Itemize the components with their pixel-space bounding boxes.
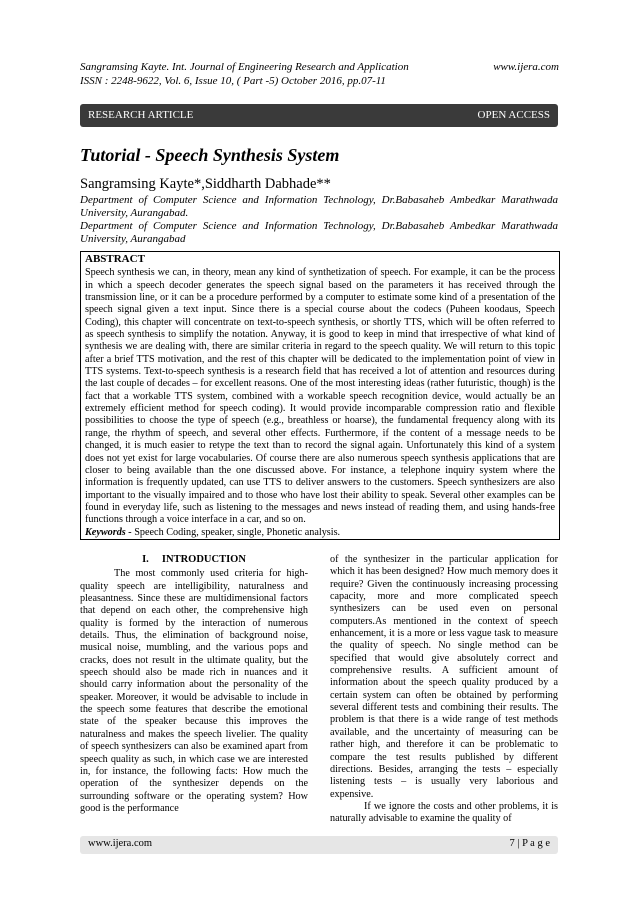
keywords-text: Speech Coding, speaker, single, Phonetic analysis. <box>131 526 341 538</box>
affiliation-2: Department of Computer Science and Information Technology, Dr.Babasaheb Ambedkar Marathwada University, Aurangabad <box>80 220 558 245</box>
keywords-label: Keywords - <box>85 526 132 538</box>
affiliations <box>80 194 558 246</box>
intro-paragraph-1: The most commonly used criteria for high-quality speech are intelligibility, naturalness and pleasantness. Since these are multidimensional factors that depend on each other, the comprehensive high quality is formed by the interaction of numerous details. Thus, the elimination of background noise, musical noise, mumbling, and the various pops and cracks, does not result in the ultimate quality, but the speech should also be made rich in nuances and it should carry information about the personality of the speaker. Moreover, it would be advisable to include in the speech some features that describe the emotional state of the speaker because this improves the naturalness and makes the speech livelier. The quality of speech synthesizers can also be examined apart from speech quality as such, in which case we are interested in, for instance, the following facts: How much the operation of the synthesizer depends on the surrounding software or the operating system? How good is the performance <box>80 568 308 814</box>
article-type-banner <box>80 104 558 127</box>
page-number: 7 | P a g e <box>509 838 550 849</box>
open-access-label: OPEN ACCESS <box>477 109 550 121</box>
journal-citation <box>80 60 500 88</box>
affiliation-1: Department of Computer Science and Information Technology, Dr.Babasaheb Ambedkar Marathwada University, Aurangabad. <box>80 194 558 219</box>
paper-authors: Sangramsing Kayte*,Siddharth Dabhade** <box>80 176 331 192</box>
journal-line-1: Sangramsing Kayte. Int. Journal of Engineering Research and Application <box>80 61 409 73</box>
paper-title: Tutorial - Speech Synthesis System <box>80 145 340 165</box>
abstract-box <box>80 251 560 540</box>
left-column <box>80 554 308 815</box>
abstract-text: Speech synthesis we can, in theory, mean any kind of synthetization of speech. For example, it can be the process in which a speech decoder generates the speech signal based on the parameters it has received through the transmission line, or it can be a procedure performed by a computer to estimate some kind of a presentation of the speech signal given a text input. Since there is a special course about the codecs (Puheen koodaus, Speech Coding), this chapter will concentrate on text-to-speech synthesis, or shortly TTS, which will be often referred to as speech synthesis to simplify the notation. Anyway, it is good to keep in mind that irrespective of what kind of synthesis we are dealing with, there are similar criteria in regard to the speech quality. We will return to this topic after a brief TTS motivation, and the rest of this chapter will be dedicated to the implementation point of view in TTS systems. Text-to-speech synthesis is a research field that has received a lot of attention and resources during the last couple of decades – for excellent reasons. One of the most interesting ideas (rather futuristic, though) is the fact that a workable TTS system, combined with a workable speech recognition device, would actually be an extremely efficient method for speech coding). It would provide incomparable compression ratio and flexible possibilities to choose the type of speech (e.g., breathless or hoarse), the fundamental frequency along with its range, the rhythm of speech, and several other effects. Furthermore, if the content of a message needs to be changed, it is much easier to retype the text than to record the signal again. Unfortunately this kind of a system does not yet exist for large vocabularies. Of course there are also numerous speech synthesis applications that are closer to being available than the one discussed above. For instance, a telephone inquiry system where the information is frequently updated, can use TTS to deliver answers to the customers. Speech synthesizers are also important to the visually impaired and to those who have lost their ability to speak. Several other examples can be found in everyday life, such as listening to the messages and news instead of reading them, and using hands-free functions through a voice interface in a car, and so on. <box>85 267 555 526</box>
right-column <box>330 554 558 826</box>
keywords-line <box>85 527 555 539</box>
journal-line-2: ISSN : 2248-9622, Vol. 6, Issue 10, ( Part -5) October 2016, pp.07-11 <box>80 75 386 87</box>
section-heading-introduction: I. INTRODUCTION <box>142 554 246 565</box>
intro-paragraph-3: If we ignore the costs and other problems, it is naturally advisable to examine the quality of <box>330 800 558 825</box>
footer-website-link[interactable]: www.ijera.com <box>88 838 153 849</box>
page-footer <box>80 836 558 854</box>
abstract-heading: ABSTRACT <box>85 253 145 265</box>
intro-paragraph-2: of the synthesizer in the particular application for which it has been designed? How much memory does it require? Given the continuously increasing processing capacity, more and more complicated speech synthesizers can be used even on personal computers.As mentioned in the context of speech enhancement, it is a more or less vague task to measure the quality of speech. No single method can be specified that would give absolutely correct and comprehensive results. A sufficient amount of information about the speech quality produced by a certain system can often be obtained by performing several different tests and combining their results. The problem is that there is a wide range of test methods available, and the uncertainty of measuring can be rather high, and therefore it can be problematic to compare the test results published by different directions. Besides, arranging the tests – especially listening tests – is usually very laborious and expensive. <box>330 554 558 800</box>
research-article-label: RESEARCH ARTICLE <box>88 109 194 121</box>
journal-website-link[interactable]: www.ijera.com <box>493 61 559 73</box>
